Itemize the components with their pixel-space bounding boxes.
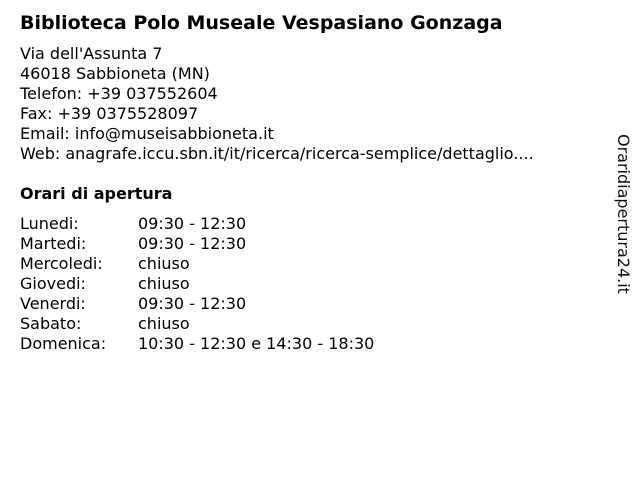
day-hours: 09:30 - 12:30 — [138, 214, 247, 233]
day-label: Domenica: — [20, 334, 107, 353]
address-city: 46018 Sabbioneta (MN) — [20, 64, 210, 83]
day-label: Sabato: — [20, 314, 82, 333]
website-link: Web: anagrafe.iccu.sbn.it/it/ricerca/ricerca-semplice/dettaglio.... — [20, 144, 534, 163]
day-hours: chiuso — [138, 314, 190, 333]
email-address: Email: info@museisabbioneta.it — [20, 124, 274, 143]
fax-number: Fax: +39 0375528097 — [20, 104, 199, 123]
contact-block — [20, 44, 534, 164]
day-label: Venerdi: — [20, 294, 86, 313]
address-street: Via dell'Assunta 7 — [20, 44, 163, 63]
day-hours: chiuso — [138, 274, 190, 293]
opening-hours-heading: Orari di apertura — [20, 184, 173, 203]
day-label: Mercoledi: — [20, 254, 103, 273]
day-hours: 09:30 - 12:30 — [138, 294, 247, 313]
day-hours: 10:30 - 12:30 e 14:30 - 18:30 — [138, 334, 375, 353]
day-hours: 09:30 - 12:30 — [138, 234, 247, 253]
day-label: Lunedi: — [20, 214, 79, 233]
day-label: Martedi: — [20, 234, 87, 253]
site-watermark: Oraridiapertura24.it — [614, 134, 633, 294]
day-hours: chiuso — [138, 254, 190, 273]
phone-number: Telefon: +39 037552604 — [20, 84, 218, 103]
page-title: Biblioteca Polo Museale Vespasiano Gonzaga — [20, 12, 503, 34]
day-label: Giovedi: — [20, 274, 86, 293]
